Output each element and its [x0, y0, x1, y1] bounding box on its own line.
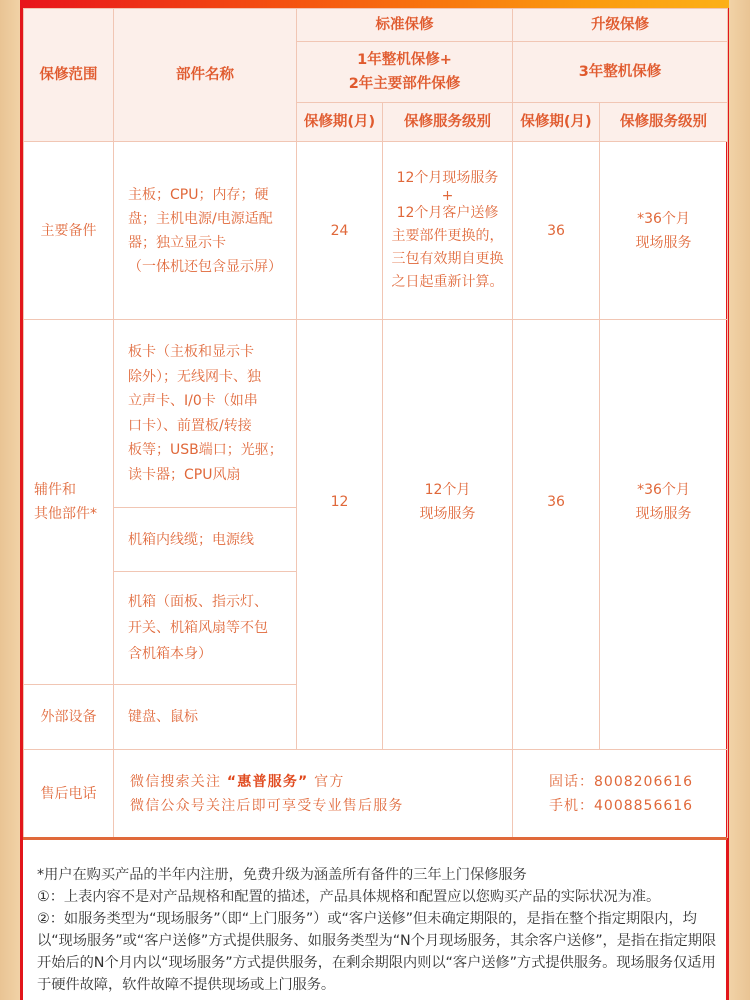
top-gradient-bar: [20, 0, 729, 8]
text-line: 板等；USB端口；光驱；: [128, 442, 283, 458]
text-line: 其他部件*: [34, 506, 97, 522]
text: 官方: [314, 773, 345, 790]
text-line: *36个月: [637, 481, 690, 498]
landline-number: 固话：8008206616: [549, 773, 694, 790]
text-line: 立声卡、I/0卡（如串: [128, 393, 258, 409]
phone-info: [513, 750, 728, 838]
text-line: 口卡）、前置板/转接: [128, 417, 252, 434]
text-line: 三包有效期自更换: [391, 251, 504, 267]
std-period-aux: 12: [297, 320, 383, 750]
text-line: 器；独立显示卡: [128, 234, 226, 251]
text-line: *36个月: [637, 210, 690, 227]
text: 微信搜索关注: [130, 773, 222, 790]
header-up-level: 保修服务级别: [600, 103, 728, 142]
footnote-registration: *用户在购买产品的半年内注册，免费升级为涵盖所有备件的三年上门保修服务: [37, 867, 527, 883]
parts-external: 键盘、鼠标: [114, 685, 297, 750]
text-line: 板卡（主板和显示卡: [128, 344, 254, 360]
header-std-period: 保修期(月): [297, 103, 383, 142]
up-period-main: 36: [513, 142, 600, 320]
footnotes: [37, 864, 717, 996]
text-line: 12个月客户送修: [396, 205, 499, 221]
up-period-aux: 36: [513, 320, 600, 750]
standard-desc-line: 2年主要部件保修: [348, 76, 461, 92]
up-level-aux: [600, 320, 728, 750]
scope-main: 主要备件: [24, 142, 114, 320]
text-line: +: [441, 188, 454, 204]
footnote-2: ②：如服务类型为“现场服务”（即“上门服务”）或“客户送修”但未确定期限的，是指在整个指定期限内，均以“现场服务”或“客户送修”方式提供服务、如服务类型为“N个月现场服务，其余客户送修”，是指在指定期限开始后的N个月内以“现场服务”方式提供服务，在剩余期限内则以“客户送修”方式提供服务。现场服务仅适用于硬件故障，软件故障不提供现场或上门服务。: [37, 911, 717, 993]
header-upgrade: 升级保修: [513, 9, 728, 42]
up-level-main: [600, 142, 728, 320]
text-line: 读卡器；CPU风扇: [128, 466, 241, 483]
wechat-account-name: “惠普服务”: [226, 773, 309, 790]
standard-desc-line: 1年整机保修+: [357, 52, 452, 68]
table-row-main-parts: [24, 142, 728, 320]
table-row-aux-parts-1: [24, 320, 728, 508]
parts-aux-cables: 机箱内线缆；电源线: [114, 508, 297, 572]
text-line: （一体机还包含显示屏）: [128, 258, 282, 275]
warranty-table: [23, 8, 728, 838]
parts-aux-chassis: [114, 572, 297, 685]
table-bottom-divider: [23, 837, 727, 840]
text-line: 现场服务: [419, 505, 476, 522]
text-line: 现场服务: [635, 234, 692, 251]
parts-main: [114, 142, 297, 320]
text-line: 主要部件更换的，: [391, 228, 504, 244]
std-period-main: 24: [297, 142, 383, 320]
text-line: 辅件和: [34, 482, 76, 498]
text-line: 盘；主机电源/电源适配: [128, 210, 273, 227]
header-part-name: 部件名称: [114, 9, 297, 142]
header-standard: 标准保修: [297, 9, 513, 42]
text-line: 开关、机箱风扇等不包: [128, 620, 268, 636]
wechat-line-2: 微信公众号关注后即可享受专业售后服务: [130, 797, 404, 814]
parts-aux-cards: [114, 320, 297, 508]
text-line: 现场服务: [635, 505, 692, 522]
text-line: 含机箱本身）: [128, 646, 212, 662]
wechat-line-1: [130, 770, 512, 794]
std-level-aux: [383, 320, 513, 750]
table-row-hotline: [24, 750, 728, 838]
scope-hotline: 售后电话: [24, 750, 114, 838]
wechat-info: [114, 750, 513, 838]
mobile-number: 手机：4008856616: [549, 797, 694, 814]
text-line: 12个月现场服务: [396, 170, 499, 186]
text-line: 机箱（面板、指示灯、: [128, 594, 268, 610]
footnote-1: ①：上表内容不是对产品规格和配置的描述，产品具体规格和配置应以您购买产品的实际状况为准。: [37, 889, 661, 905]
text-line: 12个月: [424, 481, 471, 498]
text-line: 之日起重新计算。: [391, 274, 504, 290]
header-upgrade-desc: 3年整机保修: [513, 42, 728, 103]
scope-external: 外部设备: [24, 685, 114, 750]
std-level-main: [383, 142, 513, 320]
text-line: 除外）；无线网卡、独: [128, 368, 261, 385]
scope-aux: [24, 320, 114, 685]
header-standard-desc: [297, 42, 513, 103]
text-line: 主板；CPU；内存；硬: [128, 186, 269, 203]
header-std-level: 保修服务级别: [383, 103, 513, 142]
header-scope: 保修范围: [24, 9, 114, 142]
header-up-period: 保修期(月): [513, 103, 600, 142]
